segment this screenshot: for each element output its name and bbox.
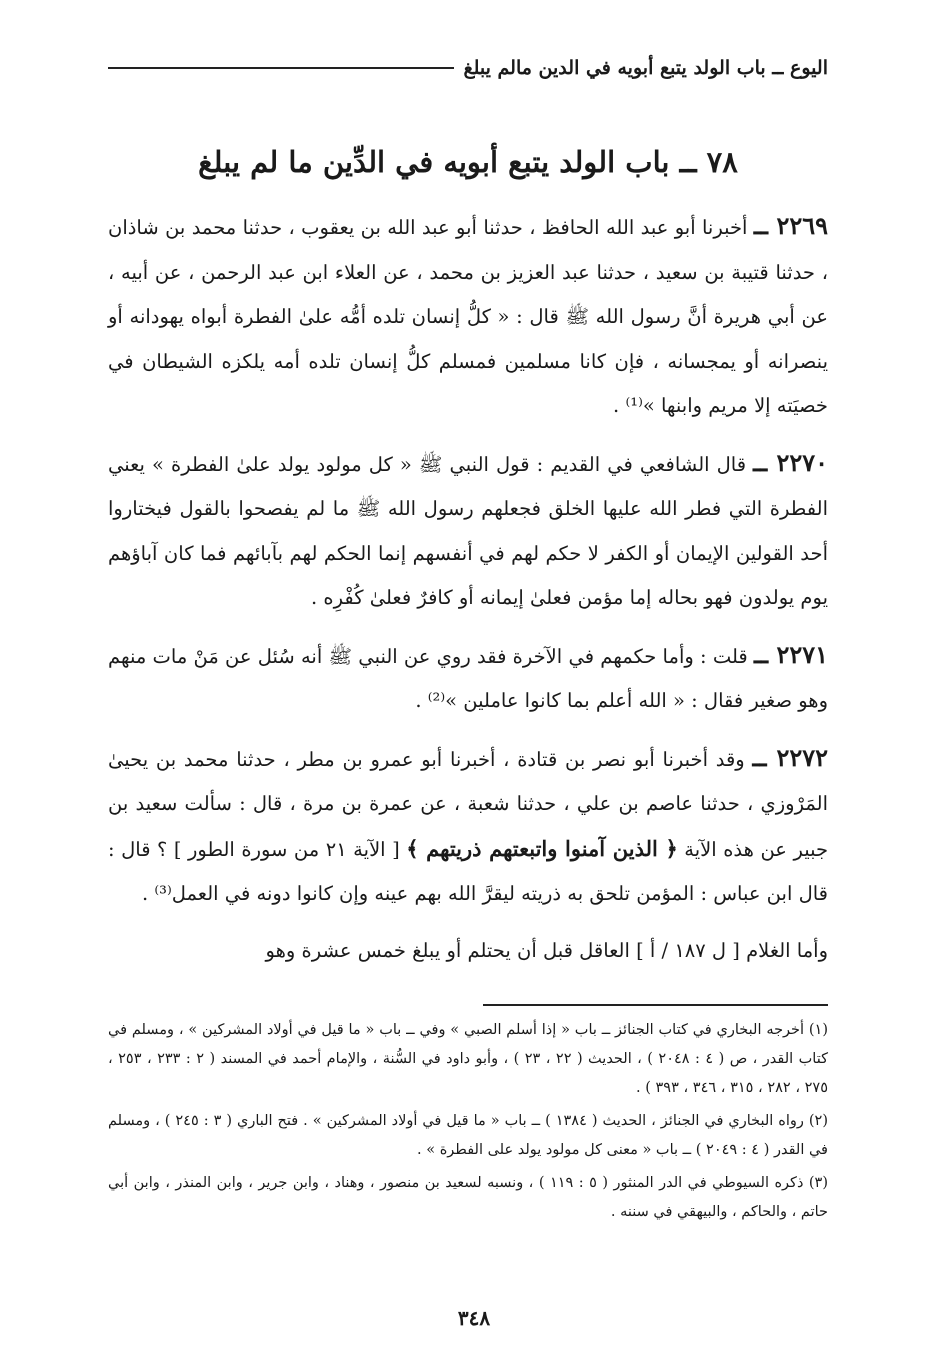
running-title: اليوع ــ باب الولد يتبع أبويه في الدين مالم يبلغ [463,57,828,79]
running-header [108,48,828,88]
hadith-text: قال الشافعي في القديم : قول النبي ﷺ « كل مولود يولد علىٰ الفطرة » يعني الفطرة التي فطر الله عليها الخلق فجعلهم رسول الله ﷺ ما لم يفصحوا بالقول فيختاروا أحد القولين الإيمان أو الكفر لا حكم لهم في أنفسهم إنما الحكم لهم بآبائهم فما كان آباؤهم يوم يولدون فهو بحاله إما مؤمن فعلىٰ إيمانه أو كافرٌ فعلىٰ كُفْرِه . [108,452,828,609]
footnote-3: (٣) ذكره السيوطي في الدر المنثور ( ٥ : ١١٩ ) ، ونسبه لسعيد بن منصور ، وهناد ، وابن جرير ، وابن المنذر ، وابن أبي حاتم ، والحاكم ، والبيهقي في سننه . [108,1175,828,1220]
hadith-text: أخبرنا أبو عبد الله الحافظ ، حدثنا أبو عبد الله بن يعقوب ، حدثنا محمد بن شاذان ، حدثنا قتيبة بن سعيد ، حدثنا عبد العزيز بن محمد ، عن العلاء ابن عبد الرحمن ، عن أبيه ، عن أبي هريرة أنَّ رسول الله ﷺ قال : « كلُّ إنسان تلده أمُّه علىٰ الفطرة أبواه يهودانه أو ينصرانه أو يمجسانه ، فإن كانا مسلمين فمسلم كلُّ إنسان تلده أمه يلكزه الشيطان في خصيَته إلا مريم وابنها »⁽¹⁾ . [108,216,828,417]
hadith-paragraph [108,633,828,724]
hadith-number: ٢٢٧١ ــ [753,639,829,669]
hadith-paragraph [108,736,828,917]
chapter-title: ٧٨ ــ باب الولد يتبع أبويه في الدِّين ما لم يبلغ [198,145,738,179]
hadith-number: ٢٢٧٠ ــ [753,447,828,477]
header-rule [108,67,454,69]
footnote-separator [483,1004,828,1006]
hadith-text-continued: [ الآية ٢١ من سورة الطور ] ؟ قال : قال ابن عباس : المؤمن تلحق به ذريته ليقرَّ الله بهم عينه وإن كانوا دونه في العمل⁽³⁾ . [108,837,828,905]
paragraph-text: وأما الغلام [ ل ١٨٧ / أ ] العاقل قبل أن يحتلم أو يبلغ خمس عشرة وهو [265,938,828,962]
hadith-text: قلت : وأما حكمهم في الآخرة فقد روي عن النبي ﷺ أنه سُئل عن مَنْ مات منهم وهو صغير فقال : « الله أعلم بما كانوا عاملين »⁽²⁾ . [108,644,828,712]
hadith-paragraph [108,441,828,621]
footnote-1: (١) أخرجه البخاري في كتاب الجنائز ــ باب « إذا أسلم الصبي » وفي ــ باب « ما قيل في أولاد المشركين » ، ومسلم في كتاب القدر ، ص ( ٤ : ٢٠٤٨ ) ، الحديث ( ٢٢ ، ٢٣ ) ، وأبو داود في السُّنة ، والإمام أحمد في المسند ( ٢ : ٢٣٣ ، ٢٥٣ ، ٢٧٥ ، ٢٨٢ ، ٣١٥ ، ٣٤٦ ، ٣٩٣ ) . [108,1022,828,1096]
footnotes [108,1016,828,1231]
continuation-paragraph [108,929,828,974]
hadith-text: وقد أخبرنا أبو نصر بن قتادة ، أخبرنا أبو عمرو بن مطر ، حدثنا محمد بن يحيىٰ المَرْوزي ، حدثنا عاصم بن علي ، حدثنا شعبة ، عن عمرة بن مرة ، قال : سألت سعيد بن جبير عن هذه الآية [108,747,829,861]
main-text [108,204,828,973]
footnote-2: (٢) رواه البخاري في الجنائز ، الحديث ( ١٣٨٤ ) ــ باب « ما قيل في أولاد المشركين » . فتح الباري ( ٣ : ٢٤٥ ) ، ومسلم في القدر ( ٤ : ٢٠٤٩ ) ــ باب « معنى كل مولود يولد على الفطرة » . [108,1113,828,1158]
hadith-paragraph [108,204,828,429]
hadith-number: ٢٢٧٢ ــ [752,742,828,772]
quran-verse: ﴿ الذين آمنوا واتبعتهم ذريتهم ﴾ [406,835,678,861]
page-number: ٣٤٨ [457,1306,491,1330]
hadith-number: ٢٢٦٩ ــ [753,211,828,240]
